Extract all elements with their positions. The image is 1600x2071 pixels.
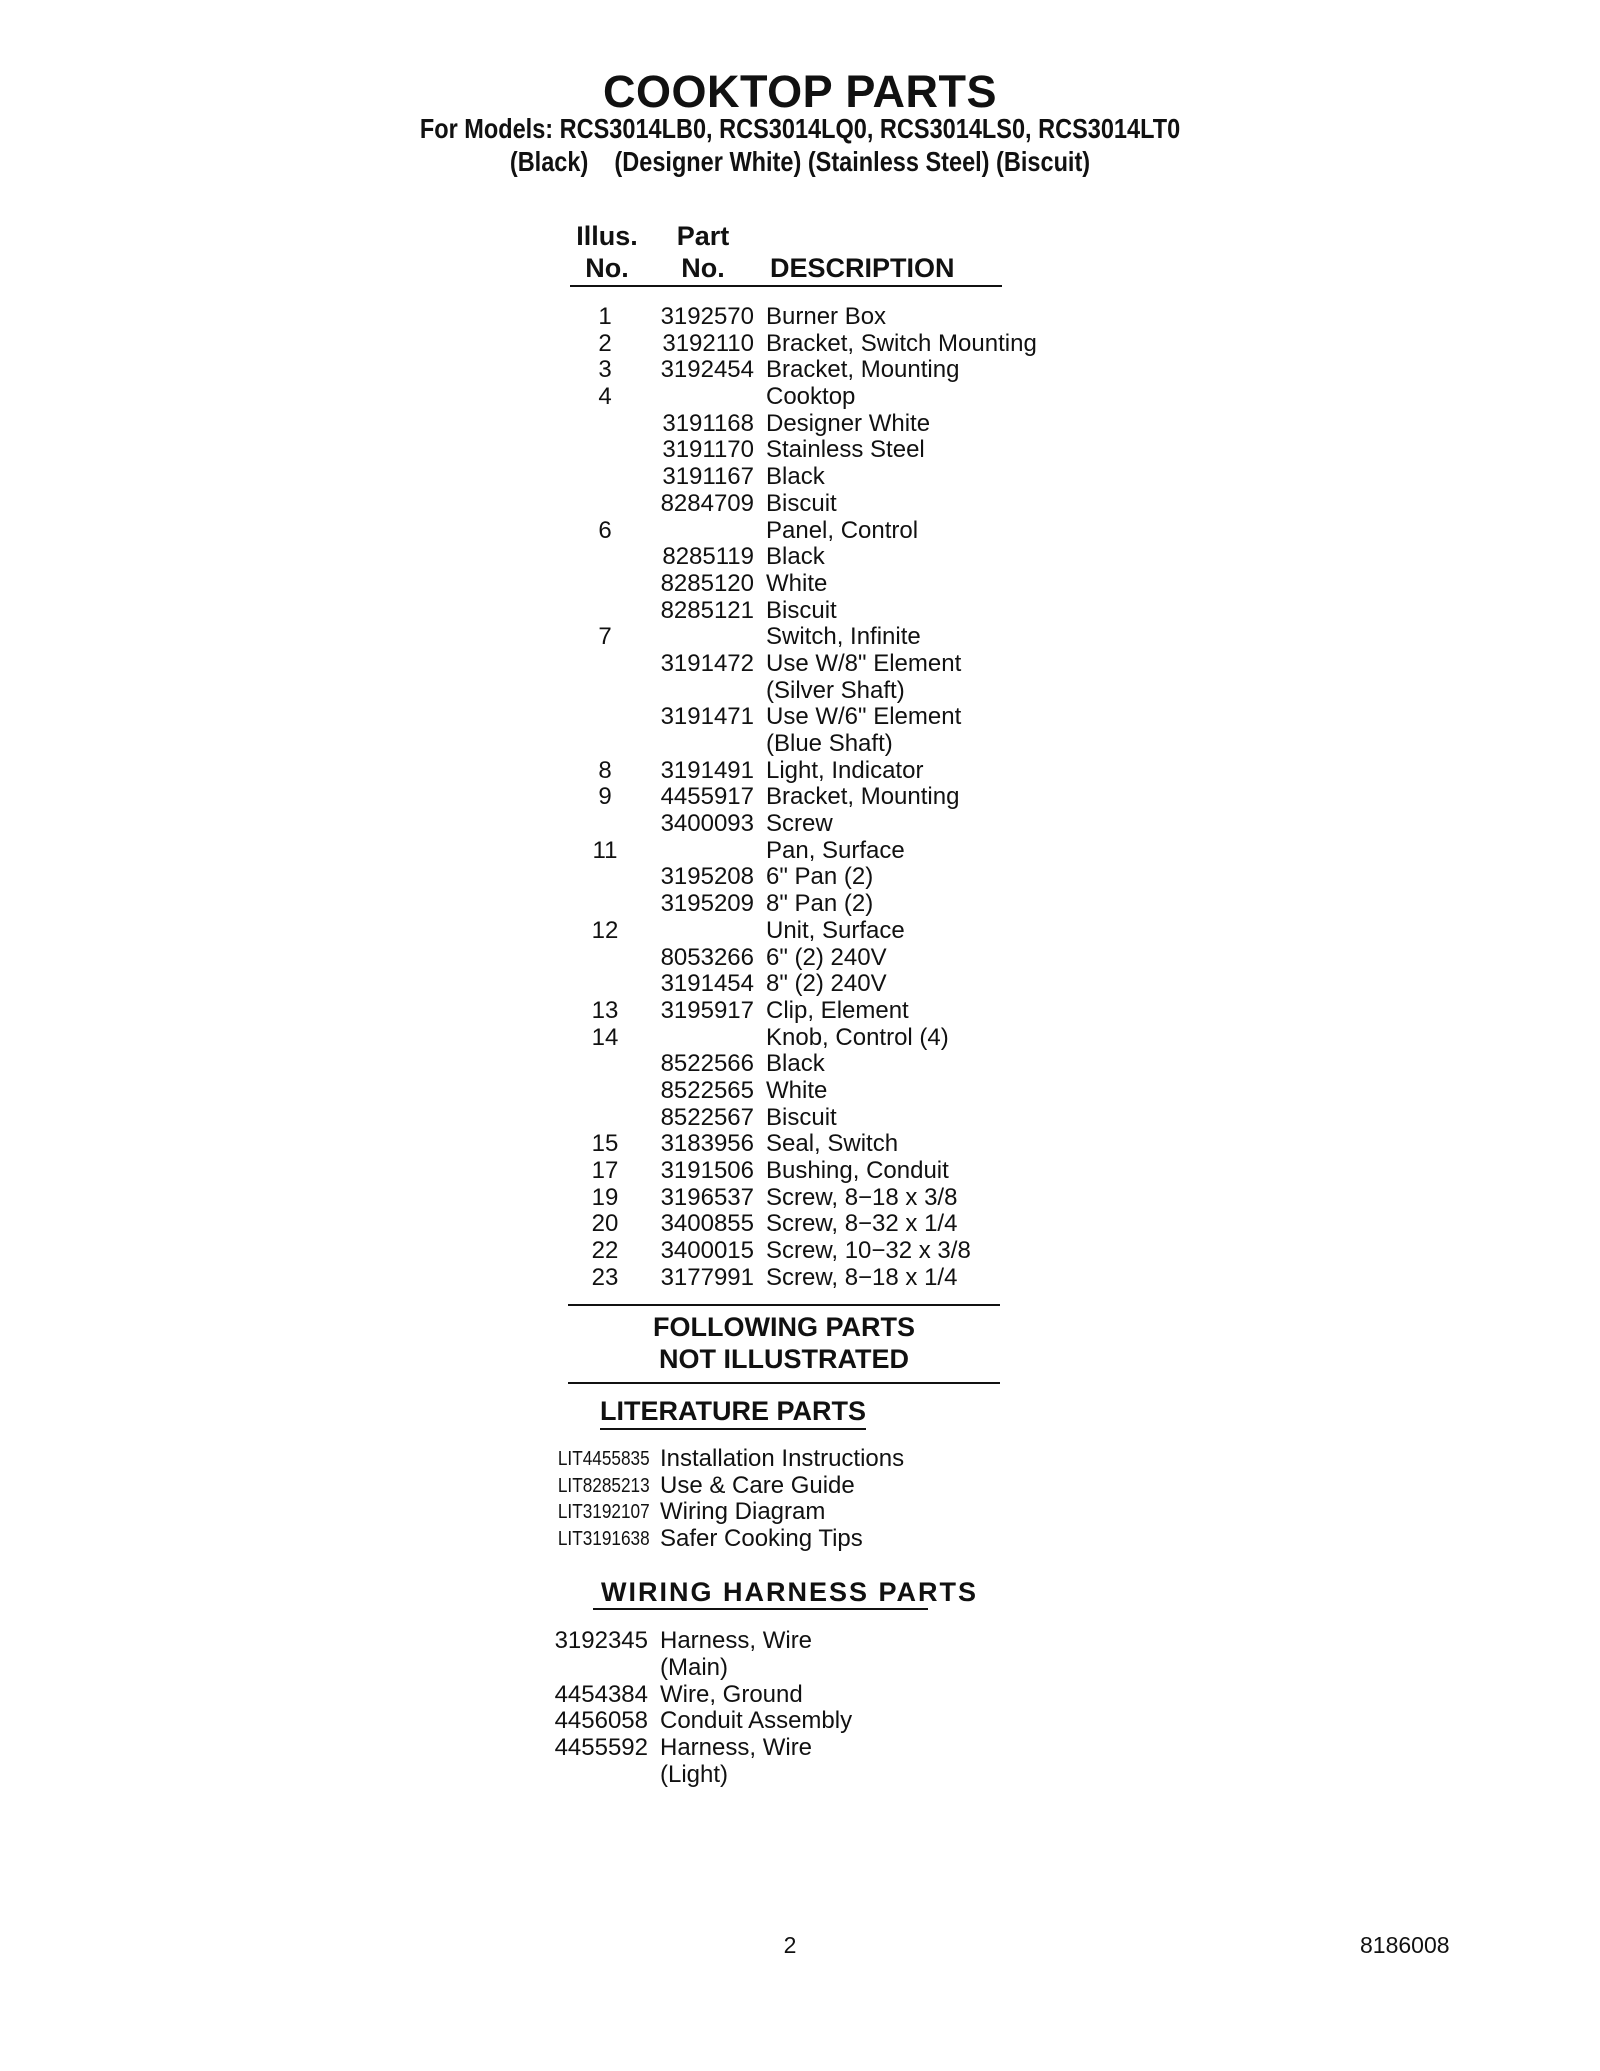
part-number: 3400855	[660, 1210, 754, 1238]
part-description: Knob, Control (4)	[766, 1023, 949, 1051]
list-item	[538, 1446, 904, 1473]
table-row	[560, 544, 1080, 571]
part-number: 3400015	[660, 1237, 754, 1265]
part-number: 3191491	[660, 756, 754, 784]
part-number: 8522565	[660, 1076, 754, 1104]
part-number	[650, 838, 766, 865]
harness-part-number	[538, 1655, 660, 1682]
table-row	[560, 437, 1080, 464]
illus-number	[560, 891, 650, 918]
illus-number: 1	[598, 303, 612, 330]
part-number: 3191472	[660, 649, 754, 677]
part-number: 8053266	[660, 943, 754, 971]
part-description: Use W/8" Element	[766, 649, 962, 677]
part-number: 3195917	[660, 996, 754, 1024]
illus-number: 4	[598, 383, 612, 411]
header-divider	[570, 285, 1002, 287]
table-row	[560, 971, 1080, 998]
part-description: White	[766, 569, 828, 597]
harness-description: (Light)	[660, 1760, 729, 1788]
harness-description: Harness, Wire	[660, 1627, 813, 1654]
table-row	[560, 331, 1080, 358]
part-description: 6" (2) 240V	[766, 943, 887, 971]
part-number: 3191168	[662, 409, 754, 437]
part-description: Seal, Switch	[766, 1130, 899, 1158]
part-number	[650, 678, 766, 705]
table-row	[560, 945, 1080, 972]
part-description: Switch, Infinite	[766, 623, 921, 651]
part-description: Light, Indicator	[766, 756, 924, 784]
table-row	[560, 651, 1080, 678]
table-row	[560, 784, 1080, 811]
table-row	[560, 678, 1080, 705]
models-subtitle: For Models: RCS3014LB0, RCS3014LQ0, RCS3014LS0, RCS3014LT0	[419, 113, 1181, 144]
part-description: Screw, 8−18 x 3/8	[766, 1183, 958, 1211]
illus-number	[560, 731, 650, 758]
illus-number: 13	[591, 996, 619, 1024]
illus-number	[560, 678, 650, 705]
part-description: Black	[766, 543, 825, 571]
part-description: Pan, Surface	[766, 836, 905, 864]
table-row	[560, 1185, 1080, 1212]
illus-number	[560, 651, 650, 678]
page-number: 2	[783, 1932, 797, 1958]
not-illustrated-heading-line2: NOT ILLUSTRATED	[659, 1344, 909, 1374]
illus-number	[560, 571, 650, 598]
part-number: 3191506	[660, 1157, 754, 1184]
harness-description: Wire, Ground	[660, 1680, 803, 1708]
illus-number: 12	[591, 916, 619, 944]
literature-part-number: LIT8285213	[557, 1474, 650, 1497]
part-number: 3192110	[662, 329, 754, 357]
part-number: 3183956	[660, 1130, 754, 1158]
part-number	[650, 731, 766, 758]
part-description: Cooktop	[766, 383, 856, 411]
not-illustrated-heading-line1: FOLLOWING PARTS	[653, 1312, 915, 1342]
illus-number	[560, 971, 650, 998]
part-header-line2: No.	[681, 253, 725, 283]
illus-number: 23	[591, 1263, 619, 1291]
wiring-harness-list	[538, 1628, 852, 1789]
part-number: 3400093	[660, 810, 754, 838]
part-description: Bracket, Mounting	[766, 783, 960, 811]
illus-number: 9	[598, 783, 612, 811]
illus-number: 7	[598, 623, 612, 651]
table-row	[560, 304, 1080, 331]
harness-part-number: 4454384	[554, 1680, 648, 1708]
table-row	[560, 1265, 1080, 1292]
part-description: Stainless Steel	[766, 436, 925, 464]
table-row	[560, 1131, 1080, 1158]
part-number: 8284709	[660, 489, 754, 517]
table-row	[560, 1158, 1080, 1185]
harness-description: Conduit Assembly	[660, 1707, 853, 1735]
illus-header-line2: No.	[585, 253, 629, 283]
literature-description: Use & Care Guide	[660, 1471, 855, 1499]
table-row	[560, 1238, 1080, 1265]
part-number: 3192570	[660, 303, 754, 330]
list-item	[538, 1708, 852, 1735]
illus-number	[560, 544, 650, 571]
harness-part-number	[538, 1762, 660, 1789]
part-number: 8285119	[662, 543, 754, 571]
part-description: 8" Pan (2)	[766, 890, 874, 918]
part-description: Bracket, Switch Mounting	[766, 329, 1037, 357]
harness-part-number: 4456058	[554, 1707, 648, 1735]
illus-number	[560, 1051, 650, 1078]
part-number: 3177991	[660, 1263, 754, 1291]
part-description: Biscuit	[766, 489, 837, 517]
part-number: 8285121	[660, 596, 754, 624]
list-item	[538, 1735, 852, 1762]
table-row	[560, 491, 1080, 518]
table-row	[560, 411, 1080, 438]
part-number: 4455917	[660, 783, 754, 811]
part-description: Bracket, Mounting	[766, 356, 960, 384]
part-description: Designer White	[766, 409, 931, 437]
part-description: Screw	[766, 810, 833, 838]
list-item	[538, 1526, 904, 1553]
parts-table	[560, 304, 1080, 1291]
part-number	[650, 384, 766, 411]
part-description: Bushing, Conduit	[766, 1157, 949, 1184]
illus-header-line1: Illus.	[576, 221, 638, 251]
literature-list	[538, 1446, 904, 1552]
part-number: 8285120	[660, 569, 754, 597]
part-number	[650, 918, 766, 945]
illus-number: 11	[592, 836, 618, 864]
illus-number: 20	[591, 1210, 619, 1238]
part-description: Unit, Surface	[766, 916, 905, 944]
illus-number: 8	[598, 756, 612, 784]
page-title: COOKTOP PARTS	[602, 66, 998, 117]
literature-description: Installation Instructions	[660, 1445, 905, 1472]
part-number: 3191471	[660, 703, 754, 731]
part-description: (Silver Shaft)	[766, 676, 905, 704]
illus-number	[560, 864, 650, 891]
table-row	[560, 1051, 1080, 1078]
part-description: Clip, Element	[766, 996, 909, 1024]
illus-number	[560, 704, 650, 731]
part-description: (Blue Shaft)	[766, 730, 893, 757]
part-number: 3195208	[660, 863, 754, 891]
part-number	[650, 1025, 766, 1052]
table-row	[560, 357, 1080, 384]
table-row	[560, 758, 1080, 785]
list-item	[538, 1499, 904, 1526]
list-item	[538, 1655, 852, 1682]
illus-number	[560, 437, 650, 464]
illus-number: 6	[598, 516, 612, 544]
harness-description: (Main)	[660, 1653, 729, 1681]
part-description: Panel, Control	[766, 516, 919, 544]
literature-description: Safer Cooking Tips	[660, 1524, 863, 1552]
part-description: Black	[766, 463, 825, 491]
part-number: 3191170	[662, 436, 754, 464]
table-row	[560, 624, 1080, 651]
part-number: 3196537	[660, 1183, 754, 1211]
literature-heading: LITERATURE PARTS	[600, 1396, 866, 1426]
table-row	[560, 998, 1080, 1025]
table-row	[560, 384, 1080, 411]
part-description: Screw, 8−18 x 1/4	[766, 1263, 958, 1291]
part-number: 3192454	[660, 356, 754, 384]
harness-part-number: 4455592	[554, 1734, 648, 1762]
illus-number	[560, 411, 650, 438]
table-row	[560, 571, 1080, 598]
table-row	[560, 518, 1080, 545]
harness-part-number: 3192345	[554, 1627, 648, 1654]
table-row	[560, 1211, 1080, 1238]
wiring-harness-heading-underline	[593, 1608, 928, 1610]
table-row	[560, 598, 1080, 625]
illus-number: 3	[598, 356, 612, 384]
part-number	[650, 624, 766, 651]
part-description: 8" (2) 240V	[766, 970, 887, 998]
illus-number: 14	[591, 1023, 619, 1051]
section-divider-bottom	[568, 1382, 1000, 1384]
part-description: Biscuit	[766, 596, 837, 624]
table-row	[560, 918, 1080, 945]
part-number: 3195209	[660, 890, 754, 918]
illus-number	[560, 1078, 650, 1105]
literature-heading-underline	[600, 1428, 866, 1430]
illus-number: 22	[591, 1237, 619, 1265]
section-divider-top	[568, 1304, 1000, 1306]
table-row	[560, 1025, 1080, 1052]
table-row	[560, 464, 1080, 491]
harness-description: Harness, Wire	[660, 1734, 813, 1762]
illus-number	[560, 1105, 650, 1132]
part-header-line1: Part	[676, 221, 730, 251]
part-description: Screw, 8−32 x 1/4	[766, 1210, 958, 1238]
literature-part-number: LIT3192107	[557, 1501, 650, 1523]
list-item	[538, 1682, 852, 1709]
table-row	[560, 1078, 1080, 1105]
part-number	[650, 518, 766, 545]
illus-number	[560, 811, 650, 838]
list-item	[538, 1473, 904, 1500]
colors-subtitle: (Black) (Designer White) (Stainless Steel) (Biscuit)	[509, 146, 1091, 177]
part-number: 3191167	[662, 463, 754, 491]
table-row	[560, 1105, 1080, 1132]
illus-number	[560, 491, 650, 518]
table-row	[560, 891, 1080, 918]
table-row	[560, 704, 1080, 731]
list-item	[538, 1628, 852, 1655]
part-number: 8522566	[660, 1050, 754, 1078]
part-description: Screw, 10−32 x 3/8	[766, 1237, 971, 1265]
part-description: Burner Box	[766, 303, 887, 330]
literature-part-number: LIT3191638	[557, 1527, 650, 1550]
list-item	[538, 1762, 852, 1789]
part-description: Use W/6" Element	[766, 703, 962, 731]
table-row	[560, 864, 1080, 891]
illus-number: 2	[598, 329, 612, 357]
part-description: Black	[766, 1050, 825, 1078]
illus-number: 15	[591, 1130, 619, 1158]
wiring-harness-heading: WIRING HARNESS PARTS	[601, 1577, 979, 1607]
document-number: 8186008	[1360, 1932, 1450, 1958]
table-row	[560, 838, 1080, 865]
illus-number	[560, 945, 650, 972]
part-number: 8522567	[660, 1103, 754, 1131]
part-description: Biscuit	[766, 1103, 837, 1131]
illus-number	[560, 464, 650, 491]
table-row	[560, 811, 1080, 838]
illus-number: 17	[591, 1157, 619, 1184]
literature-description: Wiring Diagram	[660, 1498, 826, 1525]
literature-part-number: LIT4455835	[557, 1448, 650, 1470]
table-row	[560, 731, 1080, 758]
part-number: 3191454	[660, 970, 754, 998]
part-description: White	[766, 1076, 828, 1104]
description-header: DESCRIPTION	[770, 253, 955, 283]
part-description: 6" Pan (2)	[766, 863, 874, 891]
illus-number: 19	[591, 1183, 619, 1211]
illus-number	[560, 598, 650, 625]
